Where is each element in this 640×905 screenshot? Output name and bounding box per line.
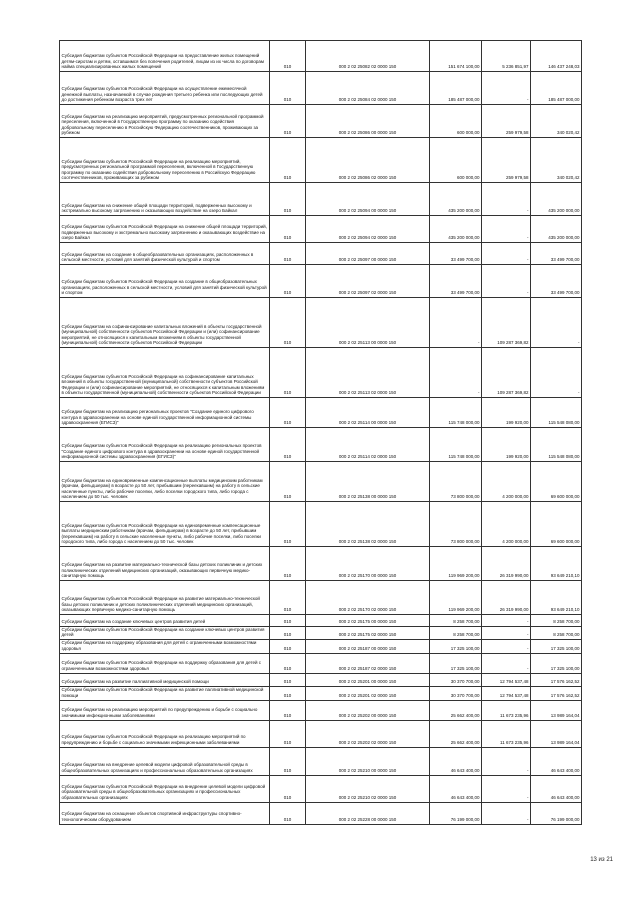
row-approved-amount: 8 258 700,00	[430, 615, 482, 627]
row-unexecuted-amount: 46 643 400,00	[531, 775, 582, 802]
row-line-code: 010	[270, 581, 306, 615]
row-executed-amount: 26 319 990,00	[482, 581, 531, 615]
row-executed-amount: -	[482, 216, 531, 243]
table-row	[60, 298, 582, 348]
row-approved-amount: 17 325 100,00	[430, 653, 482, 673]
row-executed-amount: -	[482, 802, 531, 824]
row-executed-amount: 199 920,00	[482, 398, 531, 428]
row-description: Субсидии бюджетам на развитие паллиативной медицинской помощи	[60, 673, 270, 686]
row-executed-amount: 12 794 537,48	[482, 686, 531, 700]
table-row	[60, 547, 582, 581]
table-row	[60, 398, 582, 428]
row-description: Субсидии бюджетам на оснащение объектов спортивной инфраструктуры спортивно-технологическим оборудованием	[60, 802, 270, 824]
row-description: Субсидии бюджетам субъектов Российской Федерации на создание в общеобразовательных организациях, расположенных в сельской местности, условий для занятий физической культурой и спортом	[60, 265, 270, 298]
row-classification-code: 000 2 02 25097 00 0000 150	[306, 243, 430, 265]
row-unexecuted-amount: 185 487 000,00	[531, 72, 582, 105]
row-description: Субсидии бюджетам на софинансирование капитальных вложений в объекты государственной (муниципальной) собственности субъектов Российской Федерации и (или) софинансирование мероприятий, не относящихся к капитальным вложениям в объекты государственной (муниципальной) собственности субъектов Российской Федерации	[60, 298, 270, 348]
row-unexecuted-amount: -	[531, 348, 582, 398]
row-classification-code: 000 2 02 25094 00 0000 150	[306, 183, 430, 216]
row-line-code: 010	[270, 720, 306, 747]
row-line-code: 010	[270, 348, 306, 398]
row-approved-amount: 115 748 000,00	[430, 398, 482, 428]
table-row	[60, 627, 582, 640]
row-line-code: 010	[270, 640, 306, 653]
row-classification-code: 000 2 02 25086 00 0000 150	[306, 105, 430, 138]
row-unexecuted-amount: 17 325 100,00	[531, 653, 582, 673]
row-line-code: 010	[270, 627, 306, 640]
row-line-code: 010	[270, 183, 306, 216]
table-row	[60, 700, 582, 720]
row-executed-amount: -	[482, 243, 531, 265]
row-classification-code: 000 2 02 25210 02 0000 150	[306, 775, 430, 802]
row-classification-code: 000 2 02 25114 02 0000 150	[306, 428, 430, 462]
table-row	[60, 686, 582, 700]
row-executed-amount: -	[482, 265, 531, 298]
row-approved-amount: 73 800 000,00	[430, 502, 482, 547]
row-description: Субсидии бюджетам субъектов Российской Федерации на поддержку образования для детей с ограниченными возможностями здоровья	[60, 653, 270, 673]
row-executed-amount: 199 920,00	[482, 428, 531, 462]
row-approved-amount: 17 325 100,00	[430, 640, 482, 653]
row-approved-amount: 46 643 400,00	[430, 775, 482, 802]
row-approved-amount: 46 643 400,00	[430, 747, 482, 775]
row-line-code: 010	[270, 653, 306, 673]
row-classification-code: 000 2 02 25114 00 0000 150	[306, 398, 430, 428]
row-approved-amount: 33 499 700,00	[430, 265, 482, 298]
row-line-code: 010	[270, 138, 306, 183]
row-classification-code: 000 2 02 25175 00 0000 150	[306, 615, 430, 627]
row-approved-amount: 600 000,00	[430, 105, 482, 138]
row-classification-code: 000 2 02 25228 00 0000 150	[306, 802, 430, 824]
row-executed-amount: -	[482, 747, 531, 775]
row-classification-code: 000 2 02 25202 00 0000 150	[306, 700, 430, 720]
row-description: Субсидии бюджетам субъектов Российской Федерации на внедрение целевой модели цифровой образовательной среды в общеобразовательных организациях и профессиональных образовательных организациях	[60, 775, 270, 802]
row-executed-amount: -	[482, 183, 531, 216]
report-sheet	[59, 40, 581, 825]
row-approved-amount: -	[430, 348, 482, 398]
table-row	[60, 802, 582, 824]
row-executed-amount: -	[482, 627, 531, 640]
row-line-code: 010	[270, 72, 306, 105]
row-classification-code: 000 2 02 25084 02 0000 150	[306, 72, 430, 105]
row-line-code: 010	[270, 398, 306, 428]
table-row	[60, 41, 582, 72]
row-description: Субсидии бюджетам субъектов Российской Федерации на реализацию мероприятий по предупреждению и борьбе с социально значимыми инфекционными заболеваниями	[60, 720, 270, 747]
row-classification-code: 000 2 02 25113 00 0000 150	[306, 298, 430, 348]
row-unexecuted-amount: 17 576 162,52	[531, 673, 582, 686]
row-description: Субсидии бюджетам на поддержку образования для детей с ограниченными возможностями здоровья	[60, 640, 270, 653]
row-executed-amount: 11 673 235,96	[482, 720, 531, 747]
row-classification-code: 000 2 02 25187 02 0000 150	[306, 653, 430, 673]
row-approved-amount: 435 200 000,00	[430, 183, 482, 216]
table-row	[60, 462, 582, 502]
row-executed-amount: 4 200 000,00	[482, 462, 531, 502]
row-unexecuted-amount: 435 200 000,00	[531, 183, 582, 216]
table-row	[60, 105, 582, 138]
table-row	[60, 348, 582, 398]
row-classification-code: 000 2 02 25086 02 0000 150	[306, 138, 430, 183]
table-row	[60, 138, 582, 183]
table-row	[60, 183, 582, 216]
row-unexecuted-amount: 146 437 248,03	[531, 41, 582, 72]
row-executed-amount: 12 794 537,48	[482, 673, 531, 686]
row-classification-code: 000 2 02 25170 00 0000 150	[306, 547, 430, 581]
row-approved-amount: 119 969 200,00	[430, 547, 482, 581]
row-line-code: 010	[270, 615, 306, 627]
page-number: 13 из 21	[590, 857, 613, 863]
table-row	[60, 653, 582, 673]
row-line-code: 010	[270, 462, 306, 502]
row-classification-code: 000 2 02 25082 02 0000 150	[306, 41, 430, 72]
row-classification-code: 000 2 02 25201 00 0000 150	[306, 673, 430, 686]
row-classification-code: 000 2 02 25094 02 0000 150	[306, 216, 430, 243]
row-approved-amount: 600 000,00	[430, 138, 482, 183]
row-description: Субсидии бюджетам на единовременные компенсационные выплаты медицинским работникам (врачам, фельдшерам) в возрасте до 50 лет, прибывшим (переехавшим) на работу в сельские населенные пункты, либо рабочие поселки, либо поселки городского типа, либо города с населением до 50 тыс. человек	[60, 462, 270, 502]
row-executed-amount: -	[482, 640, 531, 653]
row-unexecuted-amount: 93 649 210,10	[531, 581, 582, 615]
row-description: Субсидии бюджетам субъектов Российской Федерации на реализацию региональных проектов "Создание единого цифрового контура в здравоохранении на основе единой государственной информационной системы здравоохранения (ЕГИСЗ)"	[60, 428, 270, 462]
row-unexecuted-amount: 69 600 000,00	[531, 462, 582, 502]
row-line-code: 010	[270, 41, 306, 72]
row-unexecuted-amount: 340 020,42	[531, 105, 582, 138]
row-classification-code: 000 2 02 25170 02 0000 150	[306, 581, 430, 615]
row-executed-amount: -	[482, 775, 531, 802]
row-executed-amount: 259 979,58	[482, 105, 531, 138]
table-row	[60, 775, 582, 802]
row-line-code: 010	[270, 243, 306, 265]
row-line-code: 010	[270, 502, 306, 547]
row-description: Субсидия бюджетам субъектов Российской Федерации на предоставление жилых помещений детям-сиротам и детям, оставшимся без попечения родителей, лицам из их числа по договорам найма специализированных жилых помещений	[60, 41, 270, 72]
row-approved-amount: 33 499 700,00	[430, 243, 482, 265]
row-line-code: 010	[270, 105, 306, 138]
row-approved-amount: 30 370 700,00	[430, 673, 482, 686]
row-line-code: 010	[270, 673, 306, 686]
row-line-code: 010	[270, 428, 306, 462]
row-description: Субсидии бюджетам субъектов Российской Федерации на снижение общей площади территорий, подверженных высокому и экстремально высокому загрязнению и оказывающих воздействие на озеро Байкал	[60, 216, 270, 243]
table-row	[60, 216, 582, 243]
row-approved-amount: 435 200 000,00	[430, 216, 482, 243]
row-executed-amount: 5 236 851,97	[482, 41, 531, 72]
table-row	[60, 502, 582, 547]
table-row	[60, 581, 582, 615]
row-description: Субсидии бюджетам субъектов Российской Федерации на развитие материально-технической базы детских поликлиник и детских поликлинических отделений медицинских организаций, оказывающих первичную медико-санитарную помощь	[60, 581, 270, 615]
row-description: Субсидии бюджетам субъектов Российской Федерации на создание ключевых центров развития детей	[60, 627, 270, 640]
row-line-code: 010	[270, 802, 306, 824]
row-executed-amount: 11 673 235,96	[482, 700, 531, 720]
row-unexecuted-amount: 69 600 000,00	[531, 502, 582, 547]
row-unexecuted-amount: 340 020,42	[531, 138, 582, 183]
row-line-code: 010	[270, 298, 306, 348]
row-classification-code: 000 2 02 25138 00 0000 150	[306, 462, 430, 502]
row-unexecuted-amount: 13 989 164,04	[531, 700, 582, 720]
row-approved-amount: 119 969 200,00	[430, 581, 482, 615]
row-executed-amount: -	[482, 653, 531, 673]
row-classification-code: 000 2 02 25201 02 0000 150	[306, 686, 430, 700]
row-approved-amount: 151 674 100,00	[430, 41, 482, 72]
row-unexecuted-amount: 46 643 400,00	[531, 747, 582, 775]
row-approved-amount: 185 487 000,00	[430, 72, 482, 105]
row-line-code: 010	[270, 700, 306, 720]
row-unexecuted-amount: 435 200 000,00	[531, 216, 582, 243]
row-approved-amount: 25 662 400,00	[430, 700, 482, 720]
row-executed-amount: -	[482, 72, 531, 105]
row-line-code: 010	[270, 547, 306, 581]
row-classification-code: 000 2 02 25175 02 0000 150	[306, 627, 430, 640]
row-classification-code: 000 2 02 25097 02 0000 150	[306, 265, 430, 298]
row-description: Субсидии бюджетам на создание ключевых центров развития детей	[60, 615, 270, 627]
row-approved-amount: 73 800 000,00	[430, 462, 482, 502]
row-description: Субсидии бюджетам на внедрение целевой модели цифровой образовательной среды в общеобразовательных организациях и профессиональных образовательных организациях	[60, 747, 270, 775]
row-description: Субсидии бюджетам субъектов Российской Федерации на софинансирование капитальных вложений в объекты государственной (муниципальной) собственности субъектов Российской Федерации и (или) софинансирование мероприятий, не относящихся к капитальным вложениям в объекты государственной (муниципальной) собственности субъектов Российской Федерации	[60, 348, 270, 398]
table-row	[60, 243, 582, 265]
row-unexecuted-amount: 76 199 000,00	[531, 802, 582, 824]
row-unexecuted-amount: 8 258 700,00	[531, 627, 582, 640]
table-row	[60, 640, 582, 653]
row-executed-amount: 259 979,58	[482, 138, 531, 183]
table-row	[60, 72, 582, 105]
row-unexecuted-amount: 17 325 100,00	[531, 640, 582, 653]
row-approved-amount: 25 662 400,00	[430, 720, 482, 747]
row-classification-code: 000 2 02 25187 00 0000 150	[306, 640, 430, 653]
row-executed-amount: 109 287 369,82	[482, 298, 531, 348]
row-description: Субсидии бюджетам на создание в общеобразовательных организациях, расположенных в сельской местности, условий для занятий физической культурой и спортом	[60, 243, 270, 265]
row-line-code: 010	[270, 747, 306, 775]
row-executed-amount: -	[482, 615, 531, 627]
row-description: Субсидии бюджетам субъектов Российской Федерации на осуществление ежемесячной денежной выплаты, назначаемой в случае рождения третьего ребенка или последующих детей до достижения ребенком возраста трех лет	[60, 72, 270, 105]
table-row	[60, 673, 582, 686]
row-approved-amount: 115 748 000,00	[430, 428, 482, 462]
row-approved-amount: 30 370 700,00	[430, 686, 482, 700]
row-approved-amount: 76 199 000,00	[430, 802, 482, 824]
row-unexecuted-amount: 33 499 700,00	[531, 243, 582, 265]
row-description: Субсидии бюджетам на развитие материально-технической базы детских поликлиник и детских поликлинических отделений медицинских организаций, оказывающих первичную медико-санитарную помощь	[60, 547, 270, 581]
row-classification-code: 000 2 02 25202 02 0000 150	[306, 720, 430, 747]
row-description: Субсидии бюджетам субъектов Российской Федерации на реализацию мероприятий, предусмотренных региональной программой переселения, включенной в Государственную программу по оказанию содействия добровольному переселению в Российскую Федерацию соотечественников, проживающих за рубежом	[60, 138, 270, 183]
row-description: Субсидии бюджетам субъектов Российской Федерации на развитие паллиативной медицинской помощи	[60, 686, 270, 700]
row-classification-code: 000 2 02 25113 02 0000 150	[306, 348, 430, 398]
row-unexecuted-amount: 8 258 700,00	[531, 615, 582, 627]
row-line-code: 010	[270, 216, 306, 243]
row-unexecuted-amount: 93 649 210,10	[531, 547, 582, 581]
row-executed-amount: 4 200 000,00	[482, 502, 531, 547]
table-row	[60, 615, 582, 627]
row-line-code: 010	[270, 775, 306, 802]
row-line-code: 010	[270, 686, 306, 700]
budget-table	[59, 40, 582, 825]
row-unexecuted-amount: 13 989 164,04	[531, 720, 582, 747]
row-approved-amount: -	[430, 298, 482, 348]
row-description: Субсидии бюджетам на реализацию мероприятий, предусмотренных региональной программой переселения, включенной в Государственную программу по оказанию содействия добровольному переселению в Российскую Федерацию соотечественников, проживающих за рубежом	[60, 105, 270, 138]
row-approved-amount: 8 258 700,00	[430, 627, 482, 640]
row-unexecuted-amount: 17 576 162,52	[531, 686, 582, 700]
row-line-code: 010	[270, 265, 306, 298]
row-description: Субсидии бюджетам субъектов Российской Федерации на единовременные компенсационные выплаты медицинским работникам (врачам, фельдшерам) в возрасте до 50 лет, прибывшим (переехавшим) на работу в сельские населенные пункты, либо рабочие поселки, либо поселки городского типа, либо города с населением до 50 тыс. человек	[60, 502, 270, 547]
table-row	[60, 720, 582, 747]
row-classification-code: 000 2 02 25210 00 0000 150	[306, 747, 430, 775]
table-row	[60, 747, 582, 775]
row-description: Субсидии бюджетам на снижение общей площади территорий, подверженных высокому и экстремально высокому загрязнению и оказывающих воздействие на озеро Байкал	[60, 183, 270, 216]
row-classification-code: 000 2 02 25138 02 0000 150	[306, 502, 430, 547]
row-unexecuted-amount: 115 548 080,00	[531, 428, 582, 462]
table-row	[60, 265, 582, 298]
row-unexecuted-amount: 115 548 080,00	[531, 398, 582, 428]
table-row	[60, 428, 582, 462]
row-executed-amount: 26 319 990,00	[482, 547, 531, 581]
row-unexecuted-amount: 33 499 700,00	[531, 265, 582, 298]
budget-table-body	[60, 41, 582, 825]
row-unexecuted-amount: -	[531, 298, 582, 348]
row-executed-amount: 109 287 369,82	[482, 348, 531, 398]
row-description: Субсидии бюджетам на реализацию региональных проектов "Создание единого цифрового контура в здравоохранении на основе единой государственной информационной системы здравоохранения (ЕГИСЗ)"	[60, 398, 270, 428]
row-description: Субсидии бюджетам на реализацию мероприятий по предупреждению и борьбе с социально значимыми инфекционными заболеваниями	[60, 700, 270, 720]
